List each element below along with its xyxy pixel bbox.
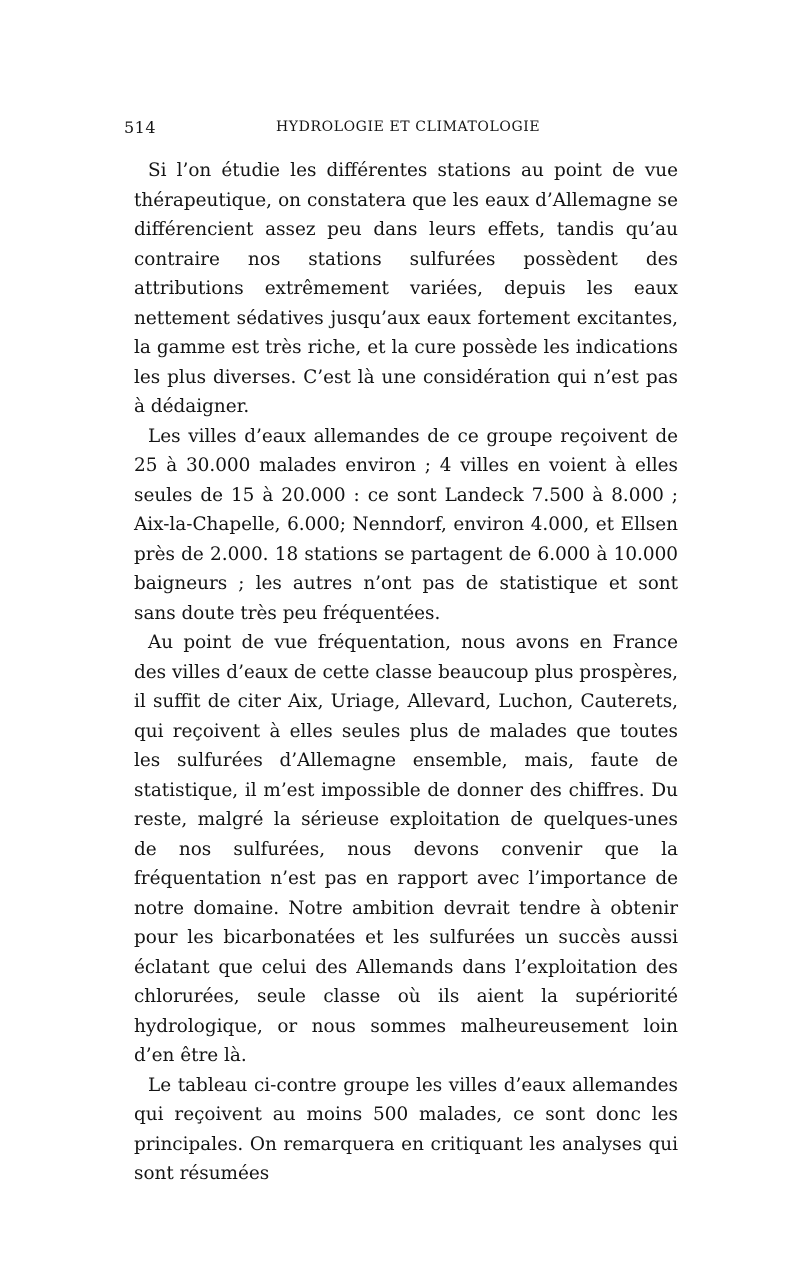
paragraph: Le tableau ci-contre groupe les villes d’eaux allemandes qui reçoivent au moins 500 malades, ce sont donc les principales. On remarquera en critiquant les analyses qui sont résumées bbox=[134, 1074, 678, 1184]
paragraph: Les villes d’eaux allemandes de ce groupe reçoivent de 25 à 30.000 malades environ ; 4 villes en voient à elles seules de 15 à 20.000 : ce sont Landeck 7.500 à 8.000 ; Aix-la-Chapelle, 6.000; Nenndorf, environ 4.000, et Ellsen près de 2.000. 18 stations se partagent de 6.000 à 10.000 baigneurs ; les autres n’ont pas de statistique et sont sans doute très peu fréquentées. bbox=[134, 425, 678, 624]
paragraph: Au point de vue fréquentation, nous avons en France des villes d’eaux de cette classe beaucoup plus prospères, il suffit de citer Aix, Uriage, Allevard, Luchon, Cauterets, qui reçoivent à elles seules plus de malades que toutes les sulfurées d’Allemagne ensemble, mais, faute de statistique, il m’est impossible de donner des chiffres. Du reste, malgré la sérieuse exploitation de quelques-unes de nos sulfurées, nous devons convenir que la fréquentation n’est pas en rapport avec l’importance de notre domaine. Notre ambition devrait tendre à obtenir pour les bicarbonatées et les sulfurées un succès aussi éclatant que celui des Allemands dans l’exploitation des chlorurées, seule classe où ils aient la supériorité hydrologique, or nous sommes malheureusement loin d’en être là. bbox=[134, 632, 678, 1066]
page-number: 514 bbox=[124, 118, 157, 137]
paragraph: Si l’on étudie les différentes stations au point de vue thérapeutique, on constatera que les eaux d’Allemagne se différencient assez peu dans leurs effets, tandis qu’au contraire nos stations sulfurées possèdent des attributions extrêmement variées, depuis les eaux nettement sédatives jusqu’aux eaux fortement excitantes, la gamme est très riche, et la cure possède les indications les plus diverses. C’est là une considération qui n’est pas à dédaigner. bbox=[134, 160, 678, 417]
book-page bbox=[124, 118, 678, 1189]
body-text bbox=[134, 156, 678, 1189]
running-title: HYDROLOGIE ET CLIMATOLOGIE bbox=[276, 119, 541, 135]
running-head bbox=[124, 118, 678, 144]
